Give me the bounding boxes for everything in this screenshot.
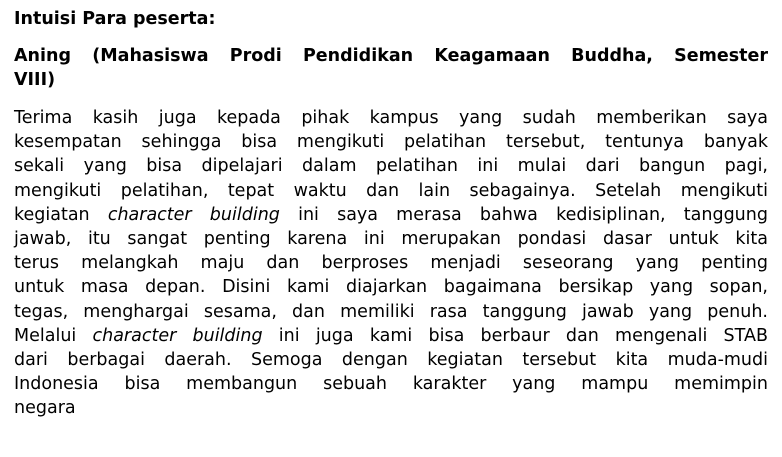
participant-heading xyxy=(14,44,768,92)
paragraph-line xyxy=(14,203,768,227)
section-title: Intuisi Para peserta: xyxy=(14,9,216,29)
paragraph-line: Indonesia bisa membangun sebuah karakter yang mampu memimpin xyxy=(14,374,768,395)
testimonial-paragraph xyxy=(14,106,768,421)
paragraph-line: dari berbagai daerah. Semoga dengan kegiatan tersebut kita muda-mudi xyxy=(14,350,768,371)
paragraph-line: Terima kasih juga kepada pihak kampus yang sudah memberikan saya xyxy=(14,108,768,128)
paragraph-line: mengikuti pelatihan, tepat waktu dan lain sebagainya. Setelah mengikuti xyxy=(14,180,768,201)
paragraph-line: jawab, itu sangat penting karena ini merupakan pondasi dasar untuk kita xyxy=(14,229,768,250)
italic-term: character building xyxy=(92,325,263,346)
paragraph-line: negara xyxy=(14,398,76,419)
text-run: ini juga kami bisa berbaur dan mengenali STAB xyxy=(262,325,768,346)
italic-term: character building xyxy=(107,204,280,225)
paragraph-line: tegas, menghargai sesama, dan memiliki rasa tanggung jawab yang penuh. xyxy=(14,301,768,322)
paragraph-line: untuk masa depan. Disini kami diajarkan bagaimana bersikap yang sopan, xyxy=(14,277,768,298)
paragraph-line: kesempatan sehingga bisa mengikuti pelatihan tersebut, tentunya banyak xyxy=(14,132,768,153)
paragraph-line: terus melangkah maju dan berproses menjadi seseorang yang penting xyxy=(14,253,768,274)
paragraph-line: sekali yang bisa dipelajari dalam pelatihan ini mulai dari bangun pagi, xyxy=(14,156,768,177)
participant-heading-line: VIII) xyxy=(14,70,56,90)
participant-heading-line: Aning (Mahasiswa Prodi Pendidikan Keagamaan Buddha, Semester xyxy=(14,46,768,66)
text-run: kegiatan xyxy=(14,204,108,225)
paragraph-line xyxy=(14,324,768,348)
text-run: Melalui xyxy=(14,325,93,346)
text-run: ini saya merasa bahwa kedisiplinan, tanggung xyxy=(279,204,768,225)
